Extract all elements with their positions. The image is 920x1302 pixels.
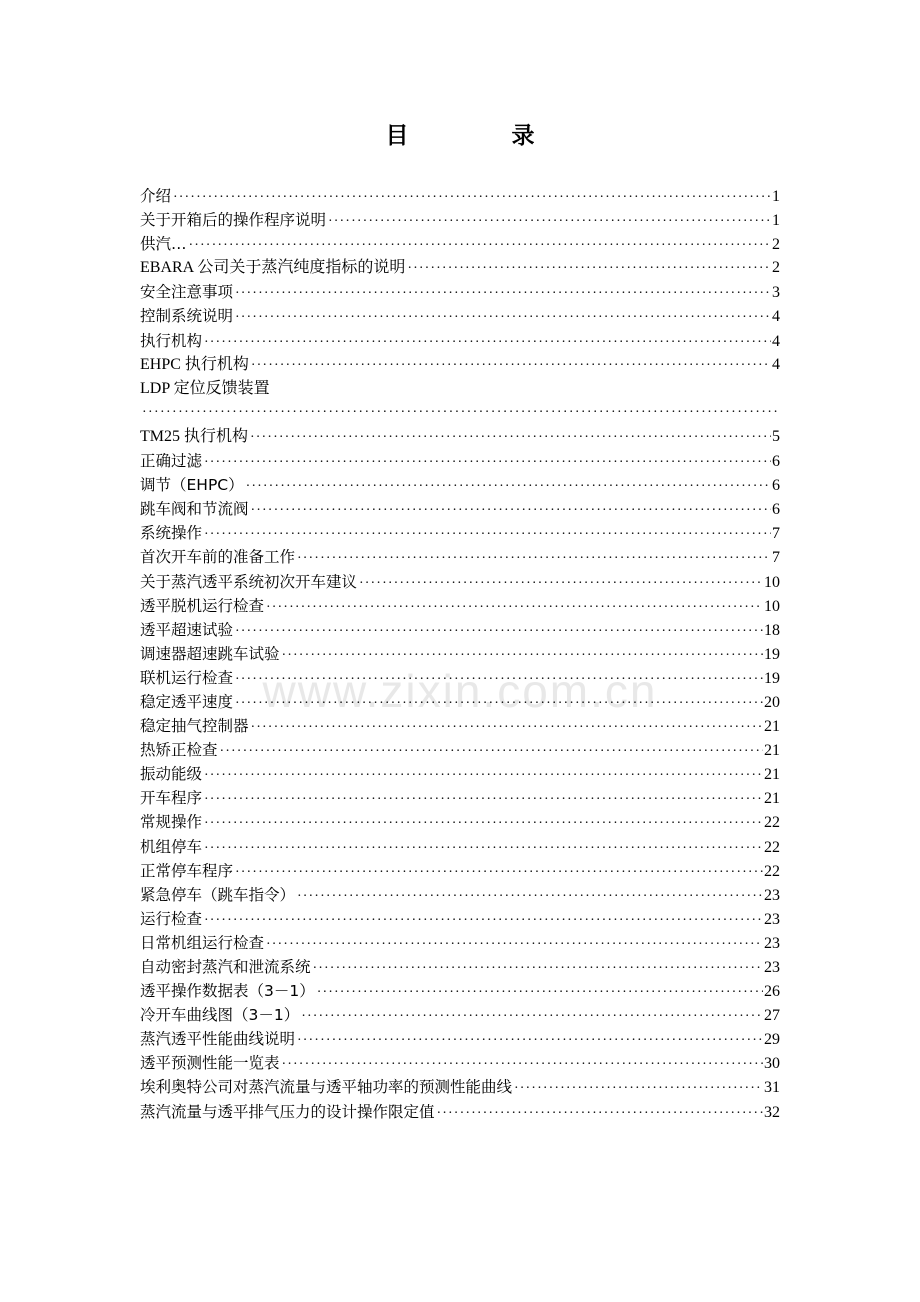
toc-entry-label: 热矫正检查 bbox=[140, 741, 218, 760]
toc-entry[interactable] bbox=[140, 545, 780, 569]
toc-entry-label: 透平脱机运行检查 bbox=[140, 596, 265, 615]
toc-dot-leader bbox=[235, 306, 771, 328]
toc-entry-page-number: 22 bbox=[764, 862, 780, 880]
toc-dot-leader bbox=[189, 234, 771, 256]
toc-entry-page-number: 21 bbox=[764, 766, 780, 784]
toc-dot-leader bbox=[282, 644, 763, 666]
toc-entry[interactable] bbox=[140, 907, 780, 931]
toc-dot-leader bbox=[251, 716, 763, 738]
toc-entry[interactable] bbox=[140, 425, 780, 449]
toc-entry-label: 常规操作 bbox=[140, 813, 203, 832]
toc-entry-page-number: 21 bbox=[764, 718, 780, 736]
toc-dot-leader bbox=[220, 740, 763, 762]
toc-entry[interactable] bbox=[140, 473, 780, 497]
toc-entry-label: EBARA 公司关于蒸汽纯度指标的说明 bbox=[140, 259, 406, 277]
toc-entry-page-number: 2 bbox=[772, 259, 780, 277]
toc-entry-label: 供汽… bbox=[140, 235, 187, 254]
toc-dot-leader bbox=[313, 957, 763, 979]
toc-entry-page-number: 23 bbox=[764, 934, 780, 952]
toc-entry-page-number: 4 bbox=[772, 308, 780, 326]
table-of-contents bbox=[140, 184, 780, 1124]
toc-entry[interactable] bbox=[140, 232, 780, 256]
toc-entry[interactable] bbox=[140, 521, 780, 545]
toc-dot-leader bbox=[317, 981, 763, 1003]
toc-entry-page-number: 6 bbox=[772, 453, 780, 471]
toc-entry-page-number: 20 bbox=[764, 693, 780, 711]
toc-entry[interactable] bbox=[140, 738, 780, 762]
toc-entry[interactable] bbox=[140, 714, 780, 738]
toc-entry-page-number: 27 bbox=[764, 1007, 780, 1025]
toc-entry-label: 关于蒸汽透平系统初次开车建议 bbox=[140, 572, 358, 591]
toc-entry-page-number: 3 bbox=[772, 284, 780, 302]
toc-entry[interactable] bbox=[140, 594, 780, 618]
toc-entry-label: 日常机组运行检查 bbox=[140, 933, 265, 952]
toc-entry[interactable] bbox=[140, 642, 780, 666]
toc-entry-page-number: 23 bbox=[764, 959, 780, 976]
toc-entry[interactable] bbox=[140, 955, 780, 979]
toc-entry-page-number: 7 bbox=[772, 525, 780, 543]
toc-entry[interactable] bbox=[140, 1027, 780, 1051]
toc-entry[interactable] bbox=[140, 859, 780, 883]
toc-entry[interactable] bbox=[140, 449, 780, 473]
toc-dot-leader bbox=[266, 596, 763, 618]
toc-entry-label: 关于开箱后的操作程序说明 bbox=[140, 211, 327, 230]
toc-dot-leader bbox=[204, 909, 763, 931]
toc-entry-label: 自动密封蒸汽和泄流系统 bbox=[140, 958, 311, 976]
toc-dot-leader bbox=[328, 210, 771, 232]
toc-entry-label: 开车程序 bbox=[140, 789, 203, 808]
watermark: www.zixin.com.cn bbox=[262, 665, 658, 717]
toc-entry[interactable] bbox=[140, 304, 780, 328]
toc-entry-page-number: 26 bbox=[764, 983, 780, 1001]
toc-entry[interactable] bbox=[140, 931, 780, 955]
toc-dot-leader bbox=[250, 426, 771, 449]
toc-entry[interactable] bbox=[140, 1100, 780, 1124]
toc-entry[interactable] bbox=[140, 353, 780, 377]
toc-dot-leader bbox=[282, 1053, 763, 1075]
toc-entry-label: 联机运行检查 bbox=[140, 668, 234, 687]
toc-entry-label: 安全注意事项 bbox=[140, 283, 234, 302]
toc-entry-label: 蒸汽流量与透平排气压力的设计操作限定值 bbox=[140, 1102, 435, 1121]
toc-entry-label: 跳车阀和节流阀 bbox=[140, 500, 249, 519]
toc-dot-leader bbox=[204, 451, 771, 473]
toc-entry-label: 振动能级 bbox=[140, 765, 203, 784]
toc-dot-leader bbox=[204, 837, 763, 859]
toc-dot-leader bbox=[297, 1029, 763, 1051]
toc-entry-label: 透平预测性能一览表 bbox=[140, 1054, 280, 1073]
toc-entry[interactable] bbox=[140, 1003, 780, 1027]
toc-entry[interactable] bbox=[140, 329, 780, 353]
toc-entry-label: 机组停车 bbox=[140, 837, 203, 856]
toc-entry-label: 执行机构 bbox=[140, 331, 203, 350]
toc-entry[interactable] bbox=[140, 690, 780, 714]
toc-entry-page-number: 22 bbox=[764, 838, 780, 856]
toc-entry-page-number: 23 bbox=[764, 910, 780, 928]
toc-entry-page-number: 23 bbox=[764, 886, 780, 904]
toc-entry[interactable] bbox=[140, 280, 780, 304]
toc-entry-page-number: 6 bbox=[772, 501, 780, 519]
toc-entry-page-number: 10 bbox=[764, 573, 780, 591]
toc-entry[interactable] bbox=[140, 979, 780, 1003]
toc-dot-leader bbox=[204, 764, 763, 786]
toc-entry[interactable] bbox=[140, 786, 780, 810]
toc-entry-label: 蒸汽透平性能曲线说明 bbox=[140, 1030, 296, 1049]
toc-dot-leader bbox=[173, 186, 771, 208]
toc-entry-label: EHPC 执行机构 bbox=[140, 355, 249, 373]
toc-entry-page-number: 19 bbox=[764, 645, 780, 663]
toc-dot-leader bbox=[204, 812, 763, 834]
toc-entry-page-number: 10 bbox=[764, 597, 780, 615]
toc-entry-page-number: 7 bbox=[772, 549, 780, 567]
toc-dot-leader bbox=[514, 1077, 763, 1099]
toc-entry-label: 稳定抽气控制器 bbox=[140, 717, 249, 736]
toc-entry[interactable] bbox=[140, 1051, 780, 1075]
toc-entry[interactable] bbox=[140, 762, 780, 786]
toc-entry-page-number: 2 bbox=[772, 236, 780, 254]
toc-entry[interactable] bbox=[140, 883, 780, 907]
toc-entry[interactable] bbox=[140, 208, 780, 232]
toc-entry[interactable] bbox=[140, 184, 780, 208]
toc-entry-page-number: 1 bbox=[772, 188, 780, 205]
toc-entry-label: 正常停车程序 bbox=[140, 861, 234, 880]
toc-dot-leader bbox=[235, 861, 763, 883]
toc-dot-leader bbox=[204, 523, 771, 545]
toc-dot-leader bbox=[142, 401, 779, 425]
toc-entry-page-number: 22 bbox=[764, 814, 780, 832]
toc-entry-page-number: 4 bbox=[772, 355, 780, 373]
toc-entry-label: 紧急停车（跳车指令） bbox=[140, 885, 296, 904]
toc-dot-leader bbox=[251, 499, 771, 521]
toc-entry[interactable] bbox=[140, 1075, 780, 1099]
toc-entry-label: 介绍 bbox=[140, 187, 172, 205]
toc-dot-leader bbox=[251, 354, 771, 377]
toc-entry-page-number: 32 bbox=[764, 1103, 780, 1121]
toc-dot-leader bbox=[301, 1005, 763, 1027]
toc-entry-page-number: 1 bbox=[772, 212, 780, 230]
toc-dot-leader bbox=[359, 572, 763, 594]
toc-entry-page-number: 19 bbox=[764, 669, 780, 687]
toc-entry[interactable] bbox=[140, 570, 780, 594]
toc-dot-leader bbox=[204, 788, 763, 810]
toc-dot-leader bbox=[266, 933, 763, 955]
toc-entry[interactable] bbox=[140, 377, 780, 425]
toc-entry-page-number: 31 bbox=[764, 1079, 780, 1097]
toc-entry-label: 调速器超速跳车试验 bbox=[140, 644, 280, 663]
toc-entry-label: 正确过滤 bbox=[140, 452, 203, 471]
toc-entry-label: 埃利奥特公司对蒸汽流量与透平轴功率的预测性能曲线 bbox=[140, 1078, 513, 1097]
toc-dot-leader bbox=[437, 1102, 763, 1124]
toc-entry-page-number: 5 bbox=[772, 427, 780, 445]
toc-entry-label: 透平超速试验 bbox=[140, 620, 234, 639]
toc-entry-label: 调节（EHPC） bbox=[140, 476, 244, 495]
toc-entry[interactable] bbox=[140, 618, 780, 642]
toc-dot-leader bbox=[204, 331, 771, 353]
toc-entry-label: 运行检查 bbox=[140, 909, 203, 928]
toc-entry-label: LDP 定位反馈装置 bbox=[140, 379, 270, 397]
toc-dot-leader bbox=[246, 475, 771, 497]
toc-entry-label: 透平操作数据表（3－1） bbox=[140, 982, 315, 1001]
toc-dot-leader bbox=[235, 282, 771, 304]
toc-entry-label: 稳定透平速度 bbox=[140, 692, 234, 711]
toc-entry-page-number: 21 bbox=[764, 790, 780, 808]
toc-entry-label: 系统操作 bbox=[140, 524, 203, 543]
toc-entry-label: 控制系统说明 bbox=[140, 307, 234, 326]
toc-dot-leader bbox=[297, 885, 763, 907]
toc-entry-page-number: 29 bbox=[764, 1031, 780, 1049]
toc-dot-leader bbox=[235, 620, 763, 642]
toc-entry-label: 首次开车前的准备工作 bbox=[140, 548, 296, 567]
toc-entry-label: TM25 执行机构 bbox=[140, 427, 249, 445]
toc-dot-leader bbox=[235, 692, 763, 714]
toc-entry-label: 冷开车曲线图（3－1） bbox=[140, 1006, 300, 1025]
toc-dot-leader bbox=[297, 547, 771, 569]
toc-entry-page-number: 18 bbox=[764, 621, 780, 639]
toc-entry[interactable] bbox=[140, 810, 780, 834]
toc-entry-page-number: 21 bbox=[764, 742, 780, 760]
toc-dot-leader bbox=[407, 257, 771, 280]
toc-entry[interactable] bbox=[140, 666, 780, 690]
toc-entry-page-number: 4 bbox=[772, 332, 780, 350]
page-title: 目 录 bbox=[385, 123, 575, 149]
toc-dot-leader bbox=[235, 668, 763, 690]
toc-entry-page-number: 30 bbox=[764, 1055, 780, 1073]
toc-entry[interactable] bbox=[140, 256, 780, 280]
toc-entry[interactable] bbox=[140, 835, 780, 859]
toc-entry[interactable] bbox=[140, 497, 780, 521]
toc-entry-page-number: 6 bbox=[772, 477, 780, 495]
